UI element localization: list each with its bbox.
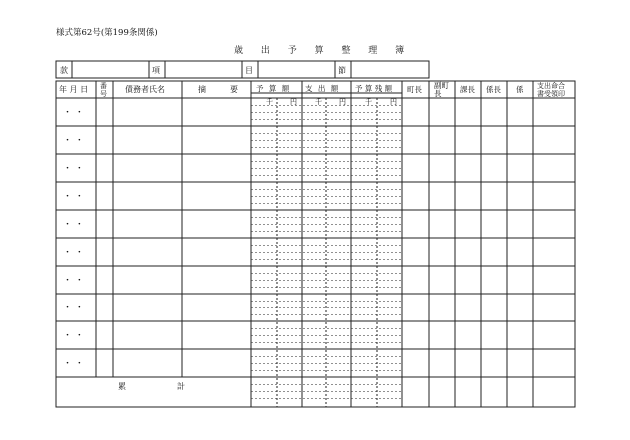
row-2-date: ・ ・ xyxy=(63,136,84,146)
unit-budget-yen: 円 xyxy=(290,98,297,106)
row-9-date: ・ ・ xyxy=(63,331,84,341)
form-number-label: 様式第62号(第199条関係) xyxy=(56,28,158,38)
header-order-bottom: 書受領印 xyxy=(537,90,565,98)
unit-budget-thousand: 千 xyxy=(266,98,273,106)
label-kou: 項 xyxy=(152,66,160,75)
header-budget: 予 算 額 xyxy=(256,84,290,93)
footer-cumulative-a: 累 xyxy=(118,382,126,391)
header-expenditure: 支 出 額 xyxy=(305,84,339,93)
row-3-date: ・ ・ xyxy=(63,164,84,174)
unit-expenditure-thousand: 千 xyxy=(315,98,322,106)
header-summary-b: 要 xyxy=(230,85,238,94)
unit-balance-thousand: 千 xyxy=(365,98,372,106)
label-setsu: 節 xyxy=(338,66,346,75)
header-order-top: 支出命合 xyxy=(537,82,565,90)
header-number-bottom: 号 xyxy=(100,90,107,98)
row-6-date: ・ ・ xyxy=(63,248,84,258)
unit-expenditure-yen: 円 xyxy=(339,98,346,106)
main-table-frame xyxy=(56,81,575,407)
header-section-chief: 課長 xyxy=(460,85,475,94)
header-balance: 予 算 残 額 xyxy=(355,84,393,93)
row-8-date: ・ ・ xyxy=(63,303,84,313)
header-number-top: 番 xyxy=(100,82,107,90)
amount-mid-lines xyxy=(251,105,402,398)
row-7-date: ・ ・ xyxy=(63,276,84,286)
header-vice-mayor-top: 副町 xyxy=(434,81,449,90)
header-date: 年 月 日 xyxy=(59,85,89,94)
row-10-date: ・ ・ xyxy=(63,359,84,369)
header-creditor: 債務者氏名 xyxy=(125,85,165,94)
footer-cumulative-b: 計 xyxy=(177,382,185,391)
label-moku: 目 xyxy=(245,66,253,75)
unit-balance-yen: 円 xyxy=(390,98,397,106)
label-kan: 款 xyxy=(60,66,68,75)
header-mayor: 町長 xyxy=(407,85,422,94)
header-staff: 係 xyxy=(516,85,524,94)
classification-row-frame xyxy=(56,61,429,78)
header-vice-mayor-bottom: 長 xyxy=(434,89,442,98)
header-summary-a: 摘 xyxy=(198,85,206,94)
row-5-date: ・ ・ xyxy=(63,220,84,230)
header-sub-chief: 係長 xyxy=(486,85,501,94)
row-4-date: ・ ・ xyxy=(63,192,84,202)
row-1-date: ・ ・ xyxy=(63,108,84,118)
ledger-title: 歳 出 予 算 整 理 簿 xyxy=(234,46,405,56)
